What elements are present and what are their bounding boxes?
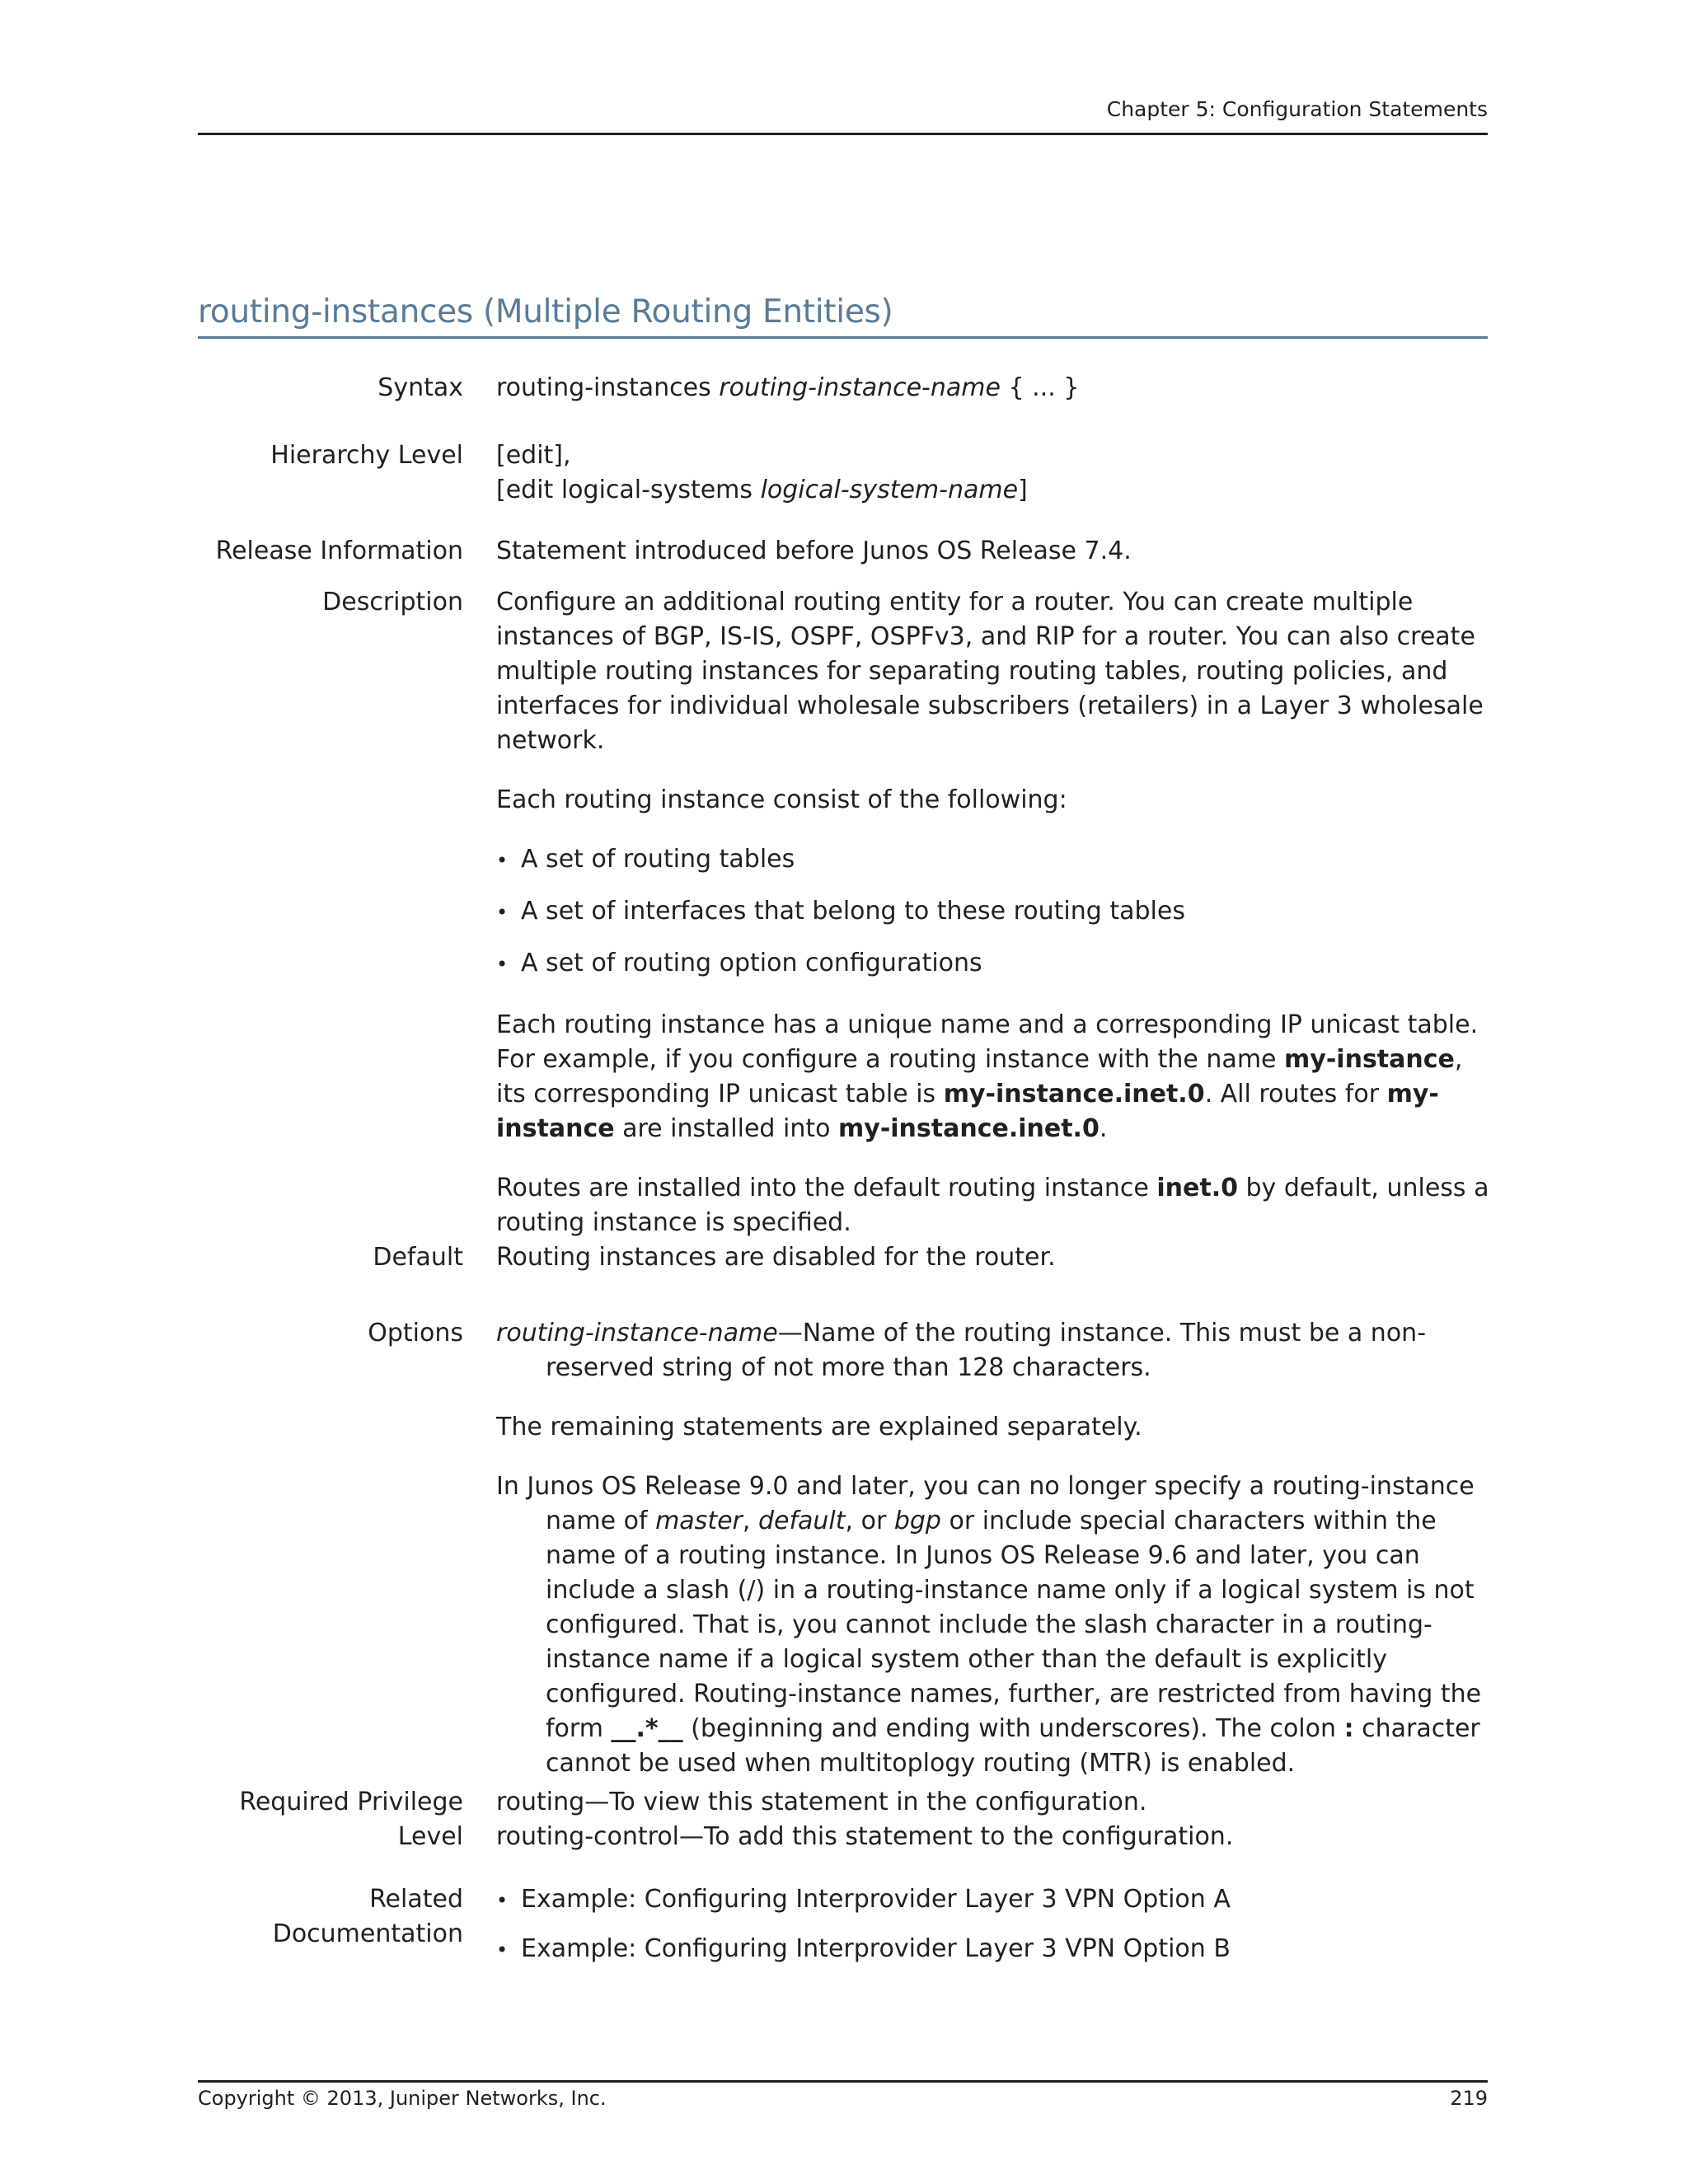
title-rule: [198, 336, 1488, 339]
release-content: Statement introduced before Junos OS Release 7.4.: [496, 537, 1132, 565]
privilege-label: Required Privilege Level: [239, 1788, 463, 1851]
related-link[interactable]: • Example: Configuring Interprovider Layer 3 VPN Option B: [496, 1932, 1493, 1967]
list-item: • A set of routing tables: [496, 842, 1493, 878]
options-content: [496, 1316, 1493, 1781]
description-content: [496, 585, 1493, 1240]
description-para-1: Configure an additional routing entity for a router. You can create multiple instances of BGP, IS-IS, OSPF, OSPFv3, and RIP for a router. You can also create multiple routing instances for separating routing tables, routing policies, and interfaces for individual wholesale subscribers (retailers) in a Layer 3 wholesale network.: [496, 588, 1484, 755]
header-rule: [198, 133, 1488, 135]
list-item: • A set of routing option configurations: [496, 946, 1493, 982]
hierarchy-line-2a: [edit logical-systems: [496, 476, 761, 504]
syntax-label: Syntax: [377, 373, 463, 402]
syntax-arg: routing-instance-name: [719, 373, 1001, 402]
description-label: Description: [322, 588, 463, 616]
hierarchy-line-2b: ]: [1018, 476, 1028, 504]
chapter-header: Chapter 5: Configuration Statements: [1106, 97, 1488, 121]
release-label: Release Information: [215, 537, 463, 565]
bullet-icon: •: [496, 1889, 509, 1912]
privilege-line-2: routing-control—To add this statement to the configuration.: [496, 1822, 1234, 1851]
copyright: Copyright © 2013, Juniper Networks, Inc.: [198, 2087, 607, 2110]
list-item: • A set of interfaces that belong to these routing tables: [496, 894, 1493, 930]
description-para-2: Each routing instance consist of the following:: [496, 785, 1067, 814]
related-link[interactable]: • Example: Configuring Interprovider Layer 3 VPN Option A: [496, 1882, 1493, 1918]
options-label: Options: [368, 1319, 463, 1347]
hierarchy-label: Hierarchy Level: [270, 441, 463, 470]
syntax-content: [496, 371, 1493, 405]
privilege-content: [496, 1785, 1493, 1854]
options-para-2: In Junos OS Release 9.0 and later, you can no longer specify a routing-instance name of master, default, or bgp or include special characters within the name of a routing instance. In Junos OS Release 9.6 and later, you can include a slash (/) in a routing-instance name only if a logical system is not configured. That is, you cannot include the slash character in a routing-instance name if a logical system other than the default is explicitly configured. Routing-instance names, further, are restricted from having the form __.*__ (beginning and ending with underscores). The colon : character cannot be used when multitoplogy routing (MTR) is enabled.: [496, 1472, 1482, 1778]
privilege-line-1: routing—To view this statement in the configuration.: [496, 1788, 1147, 1816]
default-label: Default: [373, 1243, 463, 1272]
syntax-cmd: routing-instances: [496, 373, 720, 402]
bullet-icon: •: [496, 849, 509, 872]
description-bullet-list: [496, 842, 1493, 982]
syntax-rest: { ... }: [1000, 373, 1080, 402]
hierarchy-line-2-arg: logical-system-name: [760, 476, 1019, 504]
bullet-icon: •: [496, 1938, 509, 1961]
option-routing-instance-name: routing-instance-name—Name of the routing instance. This must be a non-reserved string of not more than 128 characters.: [496, 1319, 1427, 1382]
bullet-icon: •: [496, 901, 509, 924]
default-content: Routing instances are disabled for the router.: [496, 1243, 1056, 1272]
footer-rule: [198, 2080, 1488, 2083]
related-content: [496, 1882, 1493, 1967]
hierarchy-content: [496, 438, 1493, 508]
bullet-icon: •: [496, 953, 509, 976]
description-para-4: Routes are installed into the default routing instance inet.0 by default, unless a routing instance is specified.: [496, 1174, 1489, 1237]
page-number: 219: [1450, 2087, 1488, 2110]
related-label: Related Documentation: [272, 1885, 463, 1948]
options-para-1: The remaining statements are explained separately.: [496, 1413, 1142, 1441]
description-para-3: Each routing instance has a unique name and a corresponding IP unicast table. For example, if you configure a routing instance with the name my-instance, its corresponding IP unicast table is my-instance.inet.0. All routes for my-instance are installed into my-instance.inet.0.: [496, 1010, 1479, 1143]
hierarchy-line-1: [edit],: [496, 441, 571, 470]
page-title: routing-instances (Multiple Routing Entities): [198, 293, 893, 330]
